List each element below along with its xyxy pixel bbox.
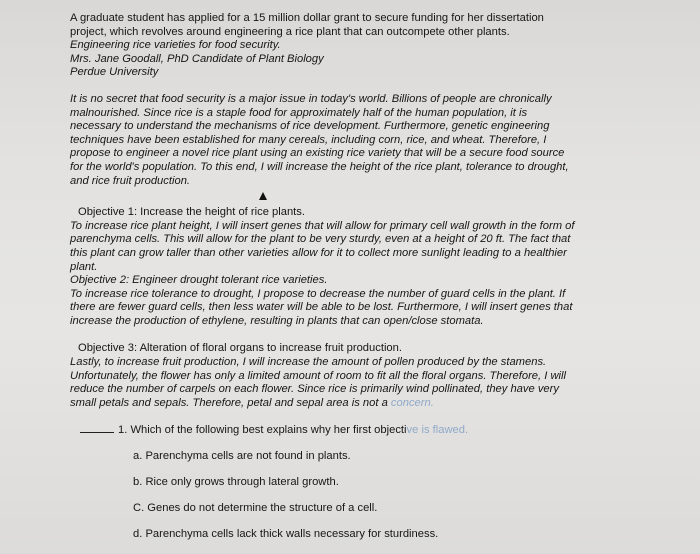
objective-3-last-text: small petals and sepals. Therefore, petal and sepal area is not a: [70, 396, 391, 409]
question-faded-text: ve is flawed.: [406, 424, 469, 436]
objective-2-line: increase the production of ethylene, resulting in plants that can open/close stomata.: [70, 314, 484, 327]
proposal-school: Perdue University: [70, 66, 159, 79]
objective-3-line: Unfortunately, the flower has only a limited amount of room to fit all the floral organs. Therefore, I will: [70, 369, 567, 382]
objective-1-line: this plant can grow taller than other varieties allow for it to collect more sunlight leading to a healthier: [70, 246, 567, 259]
objective-1-heading: Objective 1: Increase the height of rice plants.: [78, 206, 305, 219]
abstract-line: techniques have been established for many cereals, including corn, rice, and wheat. Therefore, I: [70, 133, 547, 146]
objective-3-heading: Objective 3: Alteration of floral organs to increase fruit production.: [78, 342, 402, 355]
abstract-line: propose to engineer a novel rice plant using an existing rice variety that will be a secure food source: [70, 147, 565, 160]
proposal-author: Mrs. Jane Goodall, PhD Candidate of Plant Biology: [70, 52, 324, 65]
objective-1: [70, 206, 695, 220]
option-d[interactable]: d. Parenchyma cells lack thick walls necessary for sturdiness.: [133, 528, 439, 540]
question-text: 1. Which of the following best explains why her first objecti: [118, 424, 407, 436]
intro-line-1: A graduate student has applied for a 15 million dollar grant to secure funding for her dissertation: [70, 12, 544, 24]
question-1: [80, 424, 468, 436]
objective-1-line: parenchyma cells. This will allow for the plant to be very sturdy, even at a height of 20 ft. The fact that: [70, 233, 571, 246]
abstract-line: necessary to understand the mechanisms of rice development. Furthermore, genetic engineering: [70, 120, 550, 133]
option-a[interactable]: a. Parenchyma cells are not found in plants.: [133, 450, 351, 462]
option-b[interactable]: b. Rice only grows through lateral growth.: [133, 476, 339, 488]
objective-3-faded-text: concern.: [390, 396, 434, 409]
proposal-title: Engineering rice varieties for food security.: [70, 39, 281, 52]
objective-1-line: plant.: [70, 260, 98, 273]
abstract-line: for the world's population. To this end, I will increase the height of the rice plant, tolerance to drought,: [70, 160, 569, 173]
document-text: [70, 12, 695, 410]
mouse-cursor-icon: [259, 192, 267, 200]
intro-line-2: project, which revolves around engineering a rice plant that can outcompete other plants.: [70, 25, 510, 38]
abstract-line: It is no secret that food security is a major issue in today's world. Billions of people are chronically: [70, 92, 552, 105]
abstract-line: and rice fruit production.: [70, 174, 191, 187]
answer-blank[interactable]: [80, 432, 114, 433]
objective-3-line-last: [70, 397, 695, 411]
option-c[interactable]: C. Genes do not determine the structure of a cell.: [133, 502, 378, 514]
abstract-line: malnourished. Since rice is a staple food for approximately half of the human population, it is: [70, 106, 528, 119]
objective-2-line: there are fewer guard cells, then less water will be able to be lost. Furthermore, I will insert genes that: [70, 301, 573, 314]
objective-1-line: To increase rice plant height, I will insert genes that will allow for primary cell wall growth in the form of: [70, 219, 575, 232]
objective-2-heading: Objective 2: Engineer drought tolerant rice varieties.: [70, 274, 328, 287]
objective-3-line: reduce the number of carpels on each flower. Since rice is primarily wind pollinated, they have very: [70, 383, 559, 396]
objective-2-line: To increase rice tolerance to drought, I propose to decrease the number of guard cells in the plant. If: [70, 287, 566, 300]
objective-3-line: Lastly, to increase fruit production, I will increase the amount of pollen produced by the stamens.: [70, 356, 547, 369]
